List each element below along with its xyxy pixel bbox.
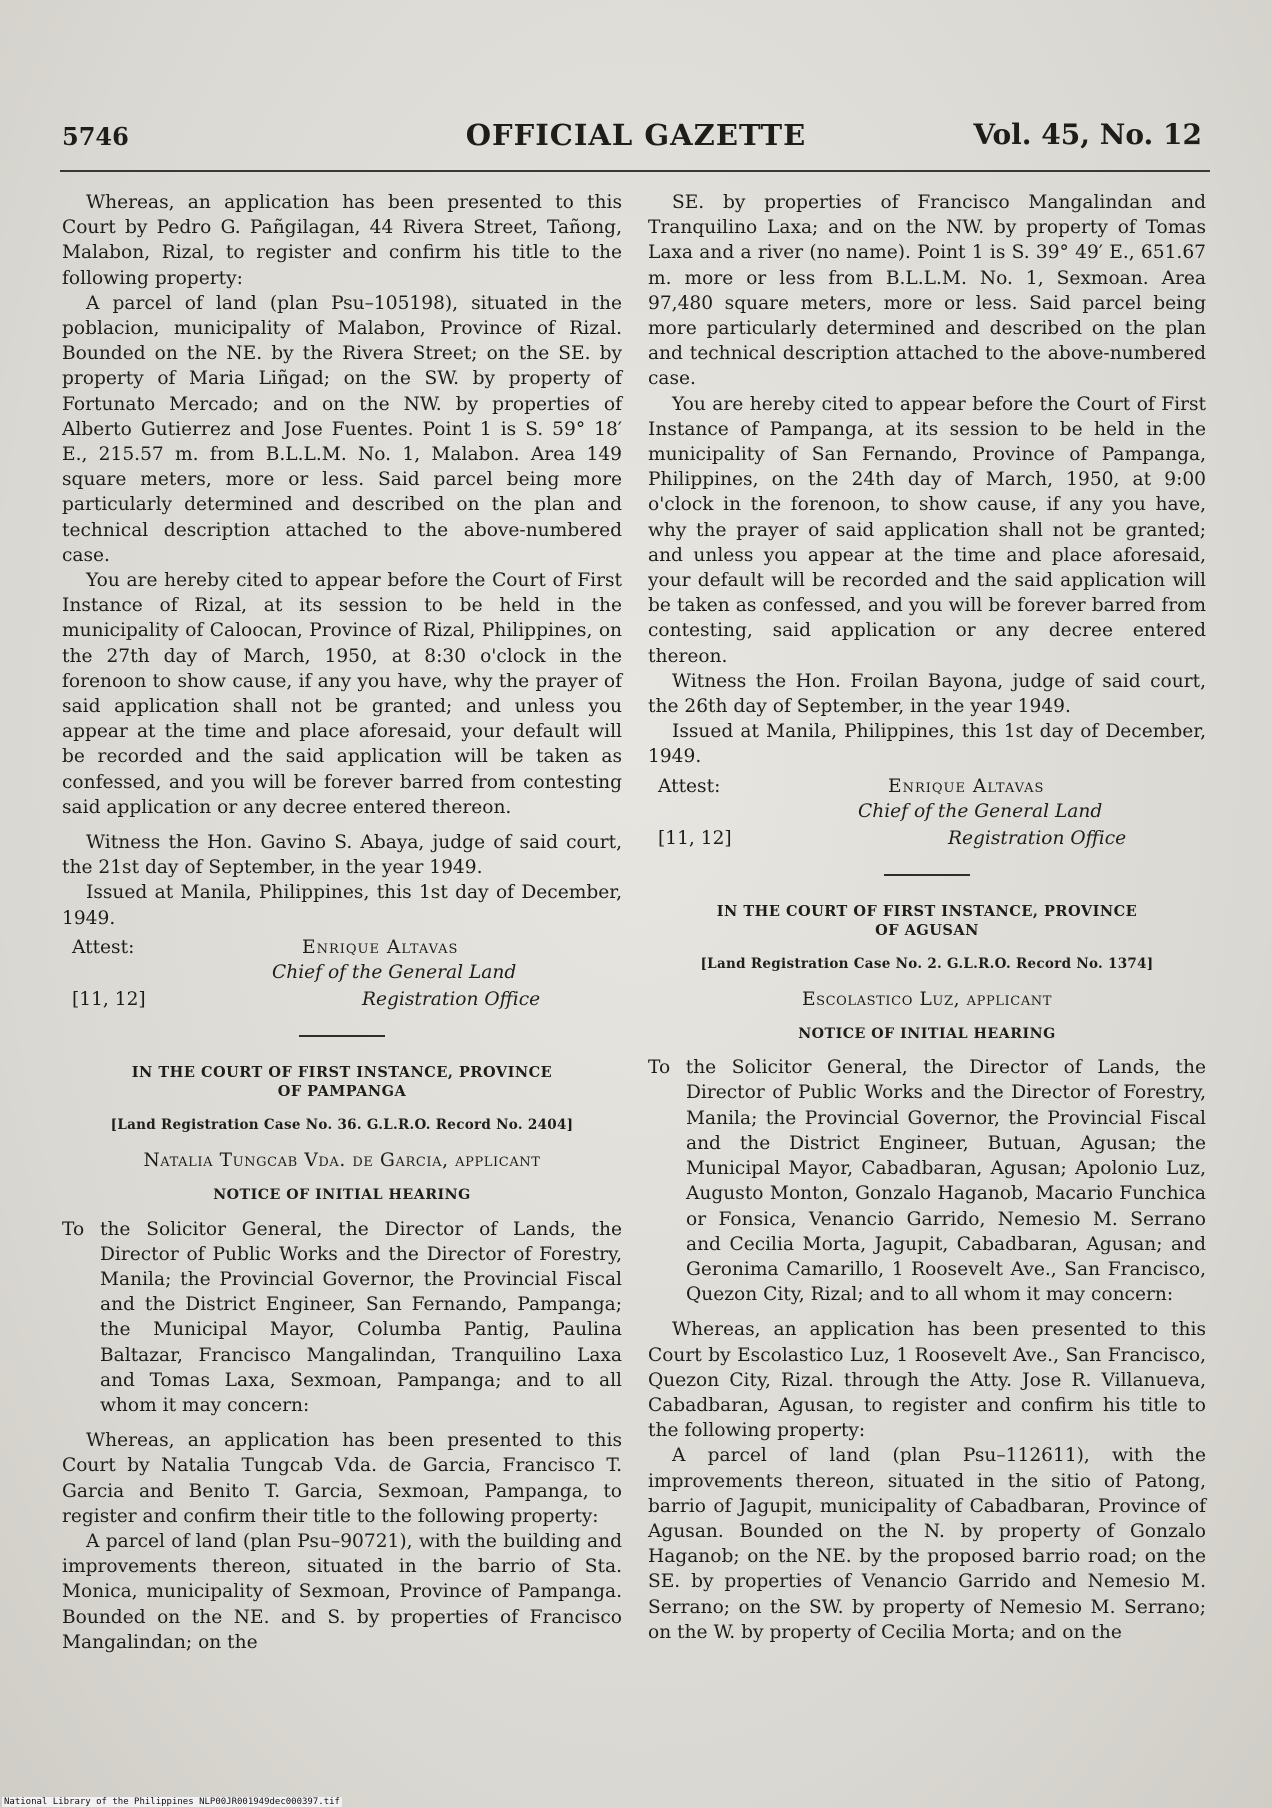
attest-name: Enrique Altavas [888, 775, 1045, 797]
applicant-line: Natalia Tungcab Vda. de Garcia, applicant [143, 1150, 541, 1172]
attest-title: Chief of the General Land [272, 961, 517, 983]
case-reference: [Land Registration Case No. 2. G.L.R.O. Record No. 1374] [700, 955, 1154, 972]
notice-heading: NOTICE OF INITIAL HEARING [213, 1187, 471, 1204]
section-divider [884, 874, 970, 876]
attest-title-cont: Registration Office [948, 827, 1127, 849]
addressees: To the Solicitor General, the Director of Lands, the Director of Public Works and the Director of Forestry, Manila; the Provincial Governor, the Provincial Fiscal and the District Engineer, San Fernando, Pampanga; the Municipal Mayor, Columba Pantig, Paulina Baltazar, Francisco Mangalindan, Tranquilino Laxa and Tomas Laxa, Sexmoan, Pampanga; and to all whom it may concern: [62, 1218, 622, 1416]
right-column [648, 190, 1206, 1645]
page-number: 5746 [62, 122, 129, 151]
court-heading: IN THE COURT OF FIRST INSTANCE, PROVINCE OF AGUSAN [716, 902, 1138, 939]
scan-source-note: National Library of the Philippines NLP00JR001949dec000397.tif [4, 1797, 340, 1807]
section-divider [299, 1035, 385, 1037]
publication-title: OFFICIAL GAZETTE [465, 118, 807, 152]
applicant-line: Escolastico Luz, applicant [801, 988, 1053, 1010]
page-header [0, 118, 1272, 160]
left-column [62, 190, 622, 1655]
attest-name: Enrique Altavas [302, 936, 459, 958]
paragraph: You are hereby cited to appear before the Court of First Instance of Rizal, at its session to be held in the municipality of Caloocan, Province of Rizal, Philippines, on the 27th day of March, 1950, at 8:30 o'clock in the forenoon to show cause, if any you have, why the prayer of said application shall not be granted; and unless you appear at the time and place aforesaid, your default will be recorded and the said application will be taken as confessed, and you will be forever barred from contesting said application or any decree entered thereon. [62, 570, 622, 818]
paragraph: A parcel of land (plan Psu–112611), with the improvements thereon, situated in the sitio of Patong, barrio of Jagupit, municipality of Cabadbaran, Province of Agusan. Bounded on the N. by property of Gonzalo Haganob; on the NE. by the proposed barrio road; on the SE. by properties of Venancio Garrido and Nemesio M. Serrano; on the SW. by property of Nemesio M. Serrano; on the W. by property of Cecilia Morta; and on the [648, 1445, 1206, 1643]
paragraph: Whereas, an application has been presented to this Court by Escolastico Luz, 1 Roosevelt Ave., San Francisco, Quezon City, Rizal. through the Atty. Jose R. Villanueva, Cabadbaran, Agusan, to register and confirm his title to the following property: [648, 1319, 1206, 1442]
case-reference: [Land Registration Case No. 36. G.L.R.O. Record No. 2404] [110, 1116, 574, 1133]
paragraph: Whereas, an application has been presented to this Court by Natalia Tungcab Vda. de Garcia, Francisco T. Garcia and Benito T. Garcia, Sexmoan, Pampanga, to register and confirm their title to the following property: [62, 1430, 622, 1527]
attestation-block [62, 935, 622, 1019]
attest-label: Attest: [658, 775, 721, 797]
paragraph: You are hereby cited to appear before the Court of First Instance of Pampanga, at its session to be held in the municipality of San Fernando, Province of Pampanga, Philippines, on the 24th day of March, 1950, at 9:00 o'clock in the forenoon, to show cause, if any you have, why the prayer of said application shall not be granted; and unless you appear at the time and place aforesaid, your default will be recorded and the said application will be taken as confessed, and you will be forever barred from contesting, said application or any decree entered thereon. [648, 393, 1206, 667]
attestation-block [648, 774, 1206, 858]
header-divider [60, 170, 1210, 172]
paragraph: Whereas, an application has been presented to this Court by Pedro G. Pañgilagan, 44 Rivera Street, Tañong, Malabon, Rizal, to register and confirm his title to the following property: [62, 192, 622, 289]
paragraph: A parcel of land (plan Psu–90721), with the building and improvements thereon, situated in the barrio of Sta. Monica, municipality of Sexmoan, Province of Pampanga. Bounded on the NE. and S. by properties of Francisco Mangalindan; on the [62, 1530, 622, 1653]
paragraph: Witness the Hon. Froilan Bayona, judge of said court, the 26th day of September, in the year 1949. [648, 670, 1206, 718]
paragraph: A parcel of land (plan Psu–105198), situated in the poblacion, municipality of Malabon, Province of Rizal. Bounded on the NE. by the Rivera Street; on the SE. by property of Maria Liñgad; on the SW. by property of Fortunato Mercado; and on the NW. by properties of Alberto Gutierrez and Jose Fuentes. Point 1 is S. 59° 18′ E., 215.57 m. from B.L.L.M. No. 1, Malabon. Area 149 square meters, more or less. Said parcel being more particularly determined and described on the plan and technical description attached to the above-numbered case. [62, 292, 622, 566]
paragraph: SE. by properties of Francisco Mangalindan and Tranquilino Laxa; and on the NW. by property of Tomas Laxa and a river (no name). Point 1 is S. 39° 49′ E., 651.67 m. more or less from B.L.L.M. No. 1, Sexmoan. Area 97,480 square meters, more or less. Said parcel being more particularly determined and described on the plan and technical description attached to the above-numbered case. [648, 192, 1206, 390]
attest-date: [11, 12] [72, 988, 146, 1010]
paragraph: Issued at Manila, Philippines, this 1st day of December, 1949. [648, 721, 1206, 768]
attest-title-cont: Registration Office [362, 988, 541, 1010]
paragraph: Witness the Hon. Gavino S. Abaya, judge of said court, the 21st day of September, in the year 1949. [62, 832, 622, 879]
notice-heading: NOTICE OF INITIAL HEARING [798, 1026, 1056, 1043]
paragraph: Issued at Manila, Philippines, this 1st day of December, 1949. [62, 882, 622, 929]
attest-title: Chief of the General Land [858, 800, 1103, 822]
attest-label: Attest: [72, 936, 135, 958]
court-heading: IN THE COURT OF FIRST INSTANCE, PROVINCE OF PAMPANGA [131, 1063, 553, 1100]
issue-number: Vol. 45, No. 12 [973, 118, 1202, 151]
addressees: To the Solicitor General, the Director of Lands, the Director of Public Works and the Director of Forestry, Manila; the Provincial Governor, the Provincial Fiscal and the District Engineer, Butuan, Agusan; the Municipal Mayor, Cabadbaran, Agusan; Apolonio Luz, Augusto Monton, Gonzalo Haganob, Macario Funchica or Fonsica, Venancio Garrido, Nemesio M. Serrano and Cecilia Morta, Jagupit, Cabadbaran, Agusan; and Geronima Camarillo, 1 Roosevelt Ave., San Francisco, Quezon City, Rizal; and to all whom it may concern: [648, 1057, 1206, 1306]
attest-date: [11, 12] [658, 827, 732, 849]
